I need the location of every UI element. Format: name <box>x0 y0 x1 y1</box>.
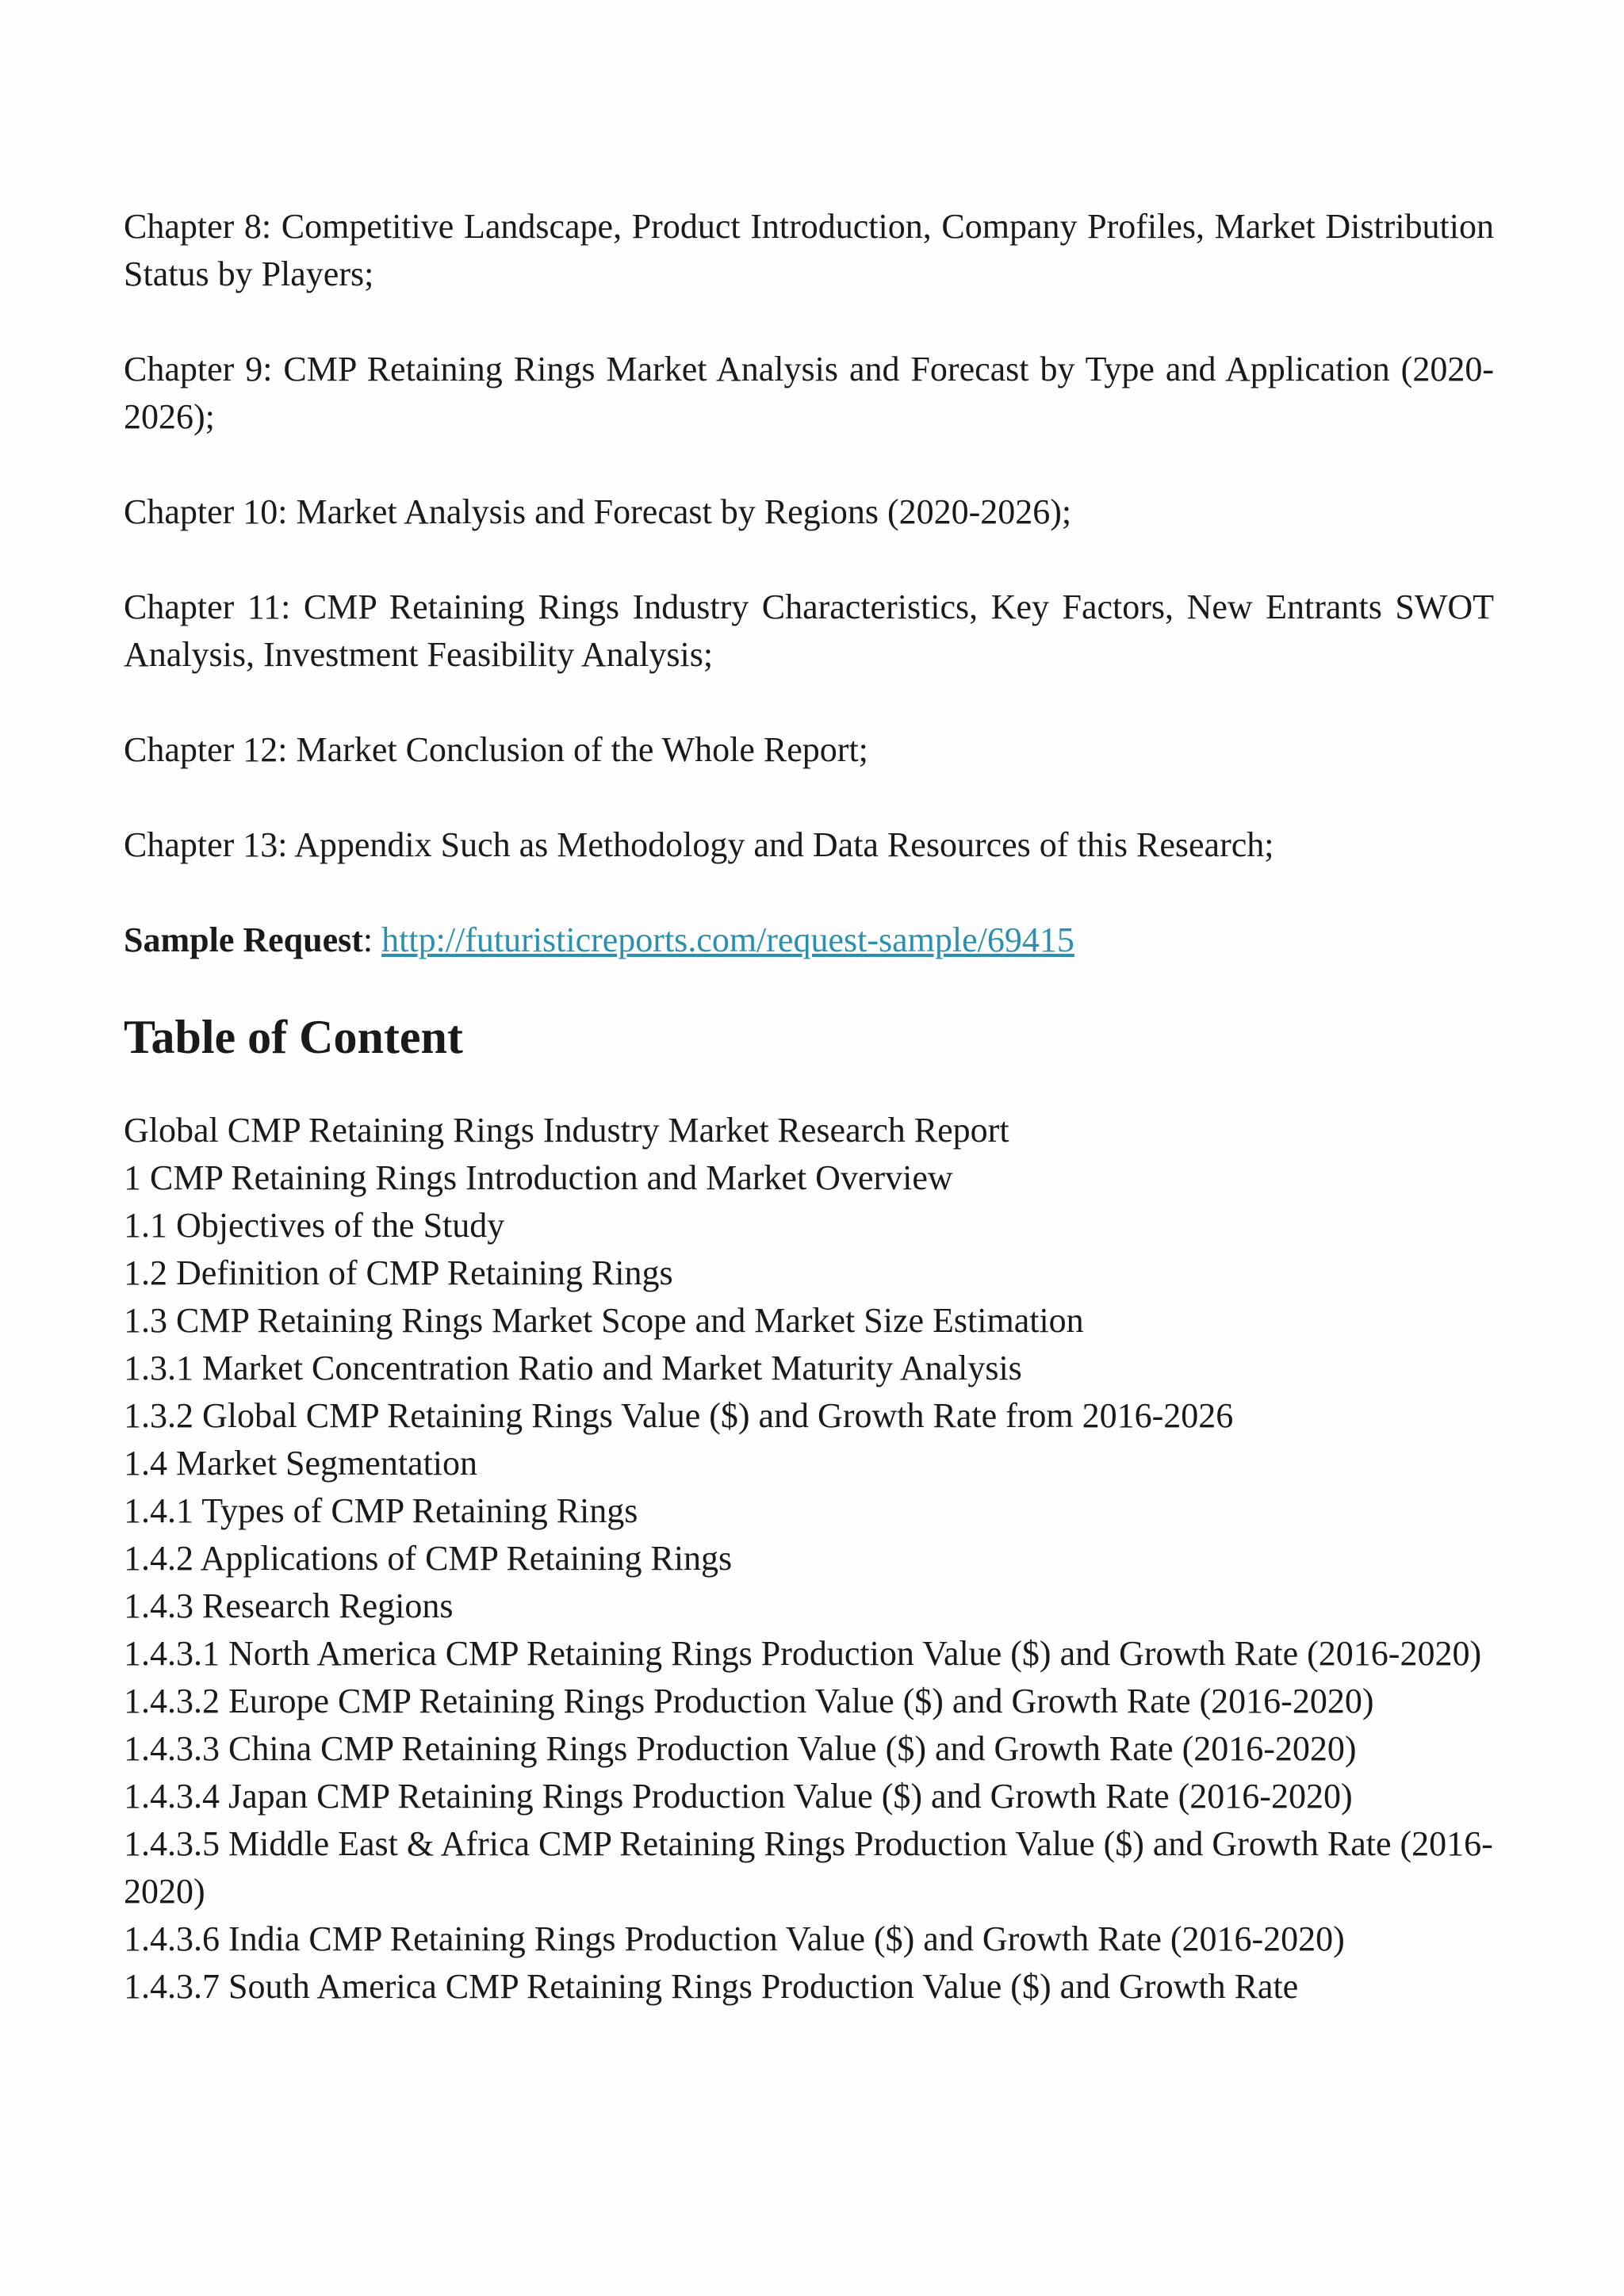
chapter-12-paragraph: Chapter 12: Market Conclusion of the Whole Report; <box>124 730 868 769</box>
toc-item: 1.3 CMP Retaining Rings Market Scope and Market Size Estimation <box>124 1301 1084 1340</box>
toc-item: 1.4.3.6 India CMP Retaining Rings Production Value ($) and Growth Rate (2016-2020) <box>124 1919 1345 1958</box>
toc-item: 1.4.1 Types of CMP Retaining Rings <box>124 1491 638 1530</box>
toc-item: 1.4.3.7 South America CMP Retaining Rings Production Value ($) and Growth Rate <box>124 1967 1299 2006</box>
sample-request-link[interactable]: http://futuristicreports.com/request-sample/69415 <box>381 920 1074 959</box>
toc-item: 1.4.3.3 China CMP Retaining Rings Production Value ($) and Growth Rate (2016-2020) <box>124 1729 1357 1768</box>
toc-item: 1.4 Market Segmentation <box>124 1444 478 1483</box>
toc-item: 1.4.3.2 Europe CMP Retaining Rings Production Value ($) and Growth Rate (2016-2020) <box>124 1682 1374 1720</box>
toc-item: 1.3.2 Global CMP Retaining Rings Value ($) and Growth Rate from 2016-2026 <box>124 1396 1234 1435</box>
chapter-11-paragraph: Chapter 11: CMP Retaining Rings Industry Characteristics, Key Factors, New Entrants SWOT Analysis, Investment Feasibility Analysis; <box>124 587 1494 674</box>
chapter-13-paragraph: Chapter 13: Appendix Such as Methodology and Data Resources of this Research; <box>124 825 1274 864</box>
toc-item: 1.4.3.4 Japan CMP Retaining Rings Production Value ($) and Growth Rate (2016-2020) <box>124 1777 1353 1816</box>
toc-heading: Table of Content <box>124 1011 463 1063</box>
sample-request-separator: : <box>362 920 382 959</box>
toc-item: Global CMP Retaining Rings Industry Market Research Report <box>124 1111 1009 1150</box>
toc-item: 1 CMP Retaining Rings Introduction and Market Overview <box>124 1158 953 1197</box>
toc-list <box>124 1107 1494 2011</box>
toc-item: 1.3.1 Market Concentration Ratio and Market Maturity Analysis <box>124 1349 1022 1387</box>
toc-item: 1.4.3.1 North America CMP Retaining Rings Production Value ($) and Growth Rate (2016-2020) <box>124 1634 1482 1673</box>
toc-item: 1.2 Definition of CMP Retaining Rings <box>124 1253 673 1292</box>
document-page <box>124 203 1494 2011</box>
chapter-10-paragraph: Chapter 10: Market Analysis and Forecast by Regions (2020-2026); <box>124 492 1072 531</box>
toc-item: 1.4.3.5 Middle East & Africa CMP Retaining Rings Production Value ($) and Growth Rate (2016-2020) <box>124 1824 1493 1911</box>
toc-item: 1.4.3 Research Regions <box>124 1586 454 1625</box>
chapter-8-paragraph: Chapter 8: Competitive Landscape, Product Introduction, Company Profiles, Market Distribution Status by Players; <box>124 207 1494 293</box>
chapter-9-paragraph: Chapter 9: CMP Retaining Rings Market Analysis and Forecast by Type and Application (2020-2026); <box>124 350 1494 436</box>
sample-request-line <box>124 916 1494 964</box>
toc-item: 1.1 Objectives of the Study <box>124 1206 505 1245</box>
sample-request-label: Sample Request <box>124 920 363 959</box>
toc-item: 1.4.2 Applications of CMP Retaining Rings <box>124 1539 733 1578</box>
